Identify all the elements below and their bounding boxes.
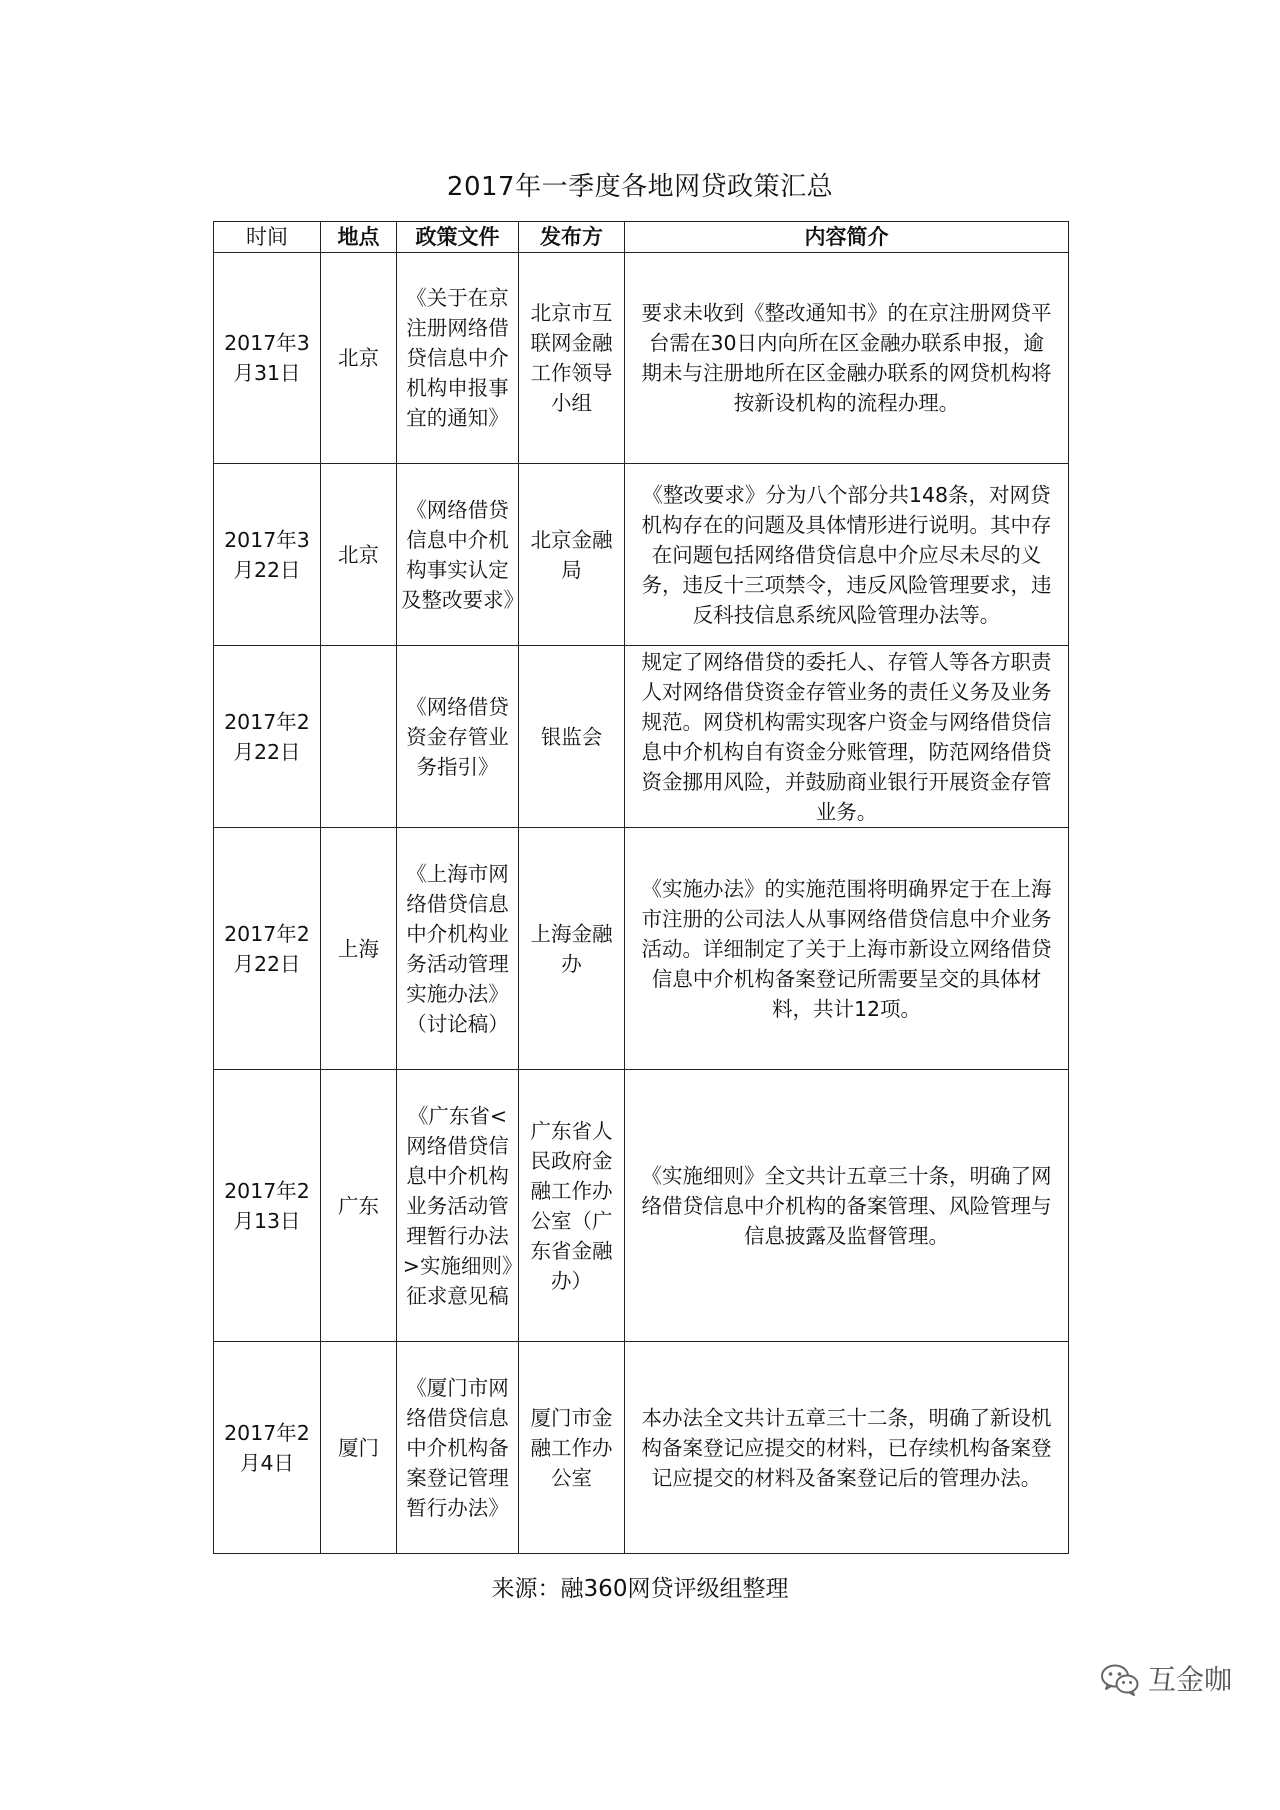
cell-policy: 《网络借贷资金存管业务指引》 bbox=[397, 646, 519, 828]
cell-policy: 《网络借贷信息中介机构事实认定及整改要求》 bbox=[397, 464, 519, 646]
table-row bbox=[214, 1342, 1069, 1554]
table-row bbox=[214, 253, 1069, 464]
cell-policy: 《广东省<网络借贷信息中介机构业务活动管理暂行办法>实施细则》征求意见稿 bbox=[397, 1070, 519, 1342]
cell-summary: 规定了网络借贷的委托人、存管人等各方职责人对网络借贷资金存管业务的责任义务及业务规范。网贷机构需实现客户资金与网络借贷信息中介机构自有资金分账管理，防范网络借贷资金挪用风险，并鼓励商业银行开展资金存管业务。 bbox=[625, 646, 1069, 828]
cell-location: 广东 bbox=[321, 1070, 397, 1342]
source-note: 来源：融360网贷评级组整理 bbox=[491, 1576, 789, 1602]
cell-issuer: 厦门市金融工作办公室 bbox=[519, 1342, 625, 1554]
cell-issuer: 银监会 bbox=[519, 646, 625, 828]
cell-issuer: 北京金融局 bbox=[519, 464, 625, 646]
cell-time: 2017年2月13日 bbox=[214, 1070, 321, 1342]
cell-location: 北京 bbox=[321, 253, 397, 464]
cell-policy: 《厦门市网络借贷信息中介机构备案登记管理暂行办法》 bbox=[397, 1342, 519, 1554]
cell-time: 2017年3月31日 bbox=[214, 253, 321, 464]
cell-issuer: 上海金融办 bbox=[519, 828, 625, 1070]
header-policy: 政策文件 bbox=[397, 222, 519, 253]
table-row bbox=[214, 464, 1069, 646]
cell-summary: 《整改要求》分为八个部分共148条，对网贷机构存在的问题及具体情形进行说明。其中存在问题包括网络借贷信息中介应尽未尽的义务，违反十三项禁令，违反风险管理要求，违反科技信息系统风险管理办法等。 bbox=[625, 464, 1069, 646]
document-title: 2017年一季度各地网贷政策汇总 bbox=[446, 172, 834, 202]
wechat-official-account-icon bbox=[1100, 1663, 1140, 1697]
watermark-text: 互金咖 bbox=[1148, 1663, 1233, 1696]
watermark bbox=[1100, 1660, 1232, 1700]
cell-time: 2017年2月22日 bbox=[214, 646, 321, 828]
cell-policy: 《关于在京注册网络借贷信息中介机构申报事宜的通知》 bbox=[397, 253, 519, 464]
cell-summary: 《实施细则》全文共计五章三十条，明确了网络借贷信息中介机构的备案管理、风险管理与信息披露及监督管理。 bbox=[625, 1070, 1069, 1342]
cell-location bbox=[321, 646, 397, 828]
cell-summary: 本办法全文共计五章三十二条，明确了新设机构备案登记应提交的材料，已存续机构备案登记应提交的材料及备案登记后的管理办法。 bbox=[625, 1342, 1069, 1554]
table-header-row bbox=[214, 222, 1069, 253]
header-time: 时间 bbox=[214, 222, 321, 253]
cell-time: 2017年2月4日 bbox=[214, 1342, 321, 1554]
table-row bbox=[214, 828, 1069, 1070]
header-location: 地点 bbox=[321, 222, 397, 253]
cell-location: 厦门 bbox=[321, 1342, 397, 1554]
cell-location: 上海 bbox=[321, 828, 397, 1070]
header-summary: 内容简介 bbox=[625, 222, 1069, 253]
cell-location: 北京 bbox=[321, 464, 397, 646]
cell-time: 2017年3月22日 bbox=[214, 464, 321, 646]
table-row bbox=[214, 1070, 1069, 1342]
header-issuer: 发布方 bbox=[519, 222, 625, 253]
cell-policy: 《上海市网络借贷信息中介机构业务活动管理实施办法》（讨论稿） bbox=[397, 828, 519, 1070]
cell-summary: 要求未收到《整改通知书》的在京注册网贷平台需在30日内向所在区金融办联系申报，逾期未与注册地所在区金融办联系的网贷机构将按新设机构的流程办理。 bbox=[625, 253, 1069, 464]
table-row bbox=[214, 646, 1069, 828]
cell-summary: 《实施办法》的实施范围将明确界定于在上海市注册的公司法人从事网络借贷信息中介业务活动。详细制定了关于上海市新设立网络借贷信息中介机构备案登记所需要呈交的具体材料，共计12项。 bbox=[625, 828, 1069, 1070]
cell-issuer: 北京市互联网金融工作领导小组 bbox=[519, 253, 625, 464]
cell-time: 2017年2月22日 bbox=[214, 828, 321, 1070]
policy-table bbox=[213, 221, 1069, 1554]
cell-issuer: 广东省人民政府金融工作办公室（广东省金融办） bbox=[519, 1070, 625, 1342]
